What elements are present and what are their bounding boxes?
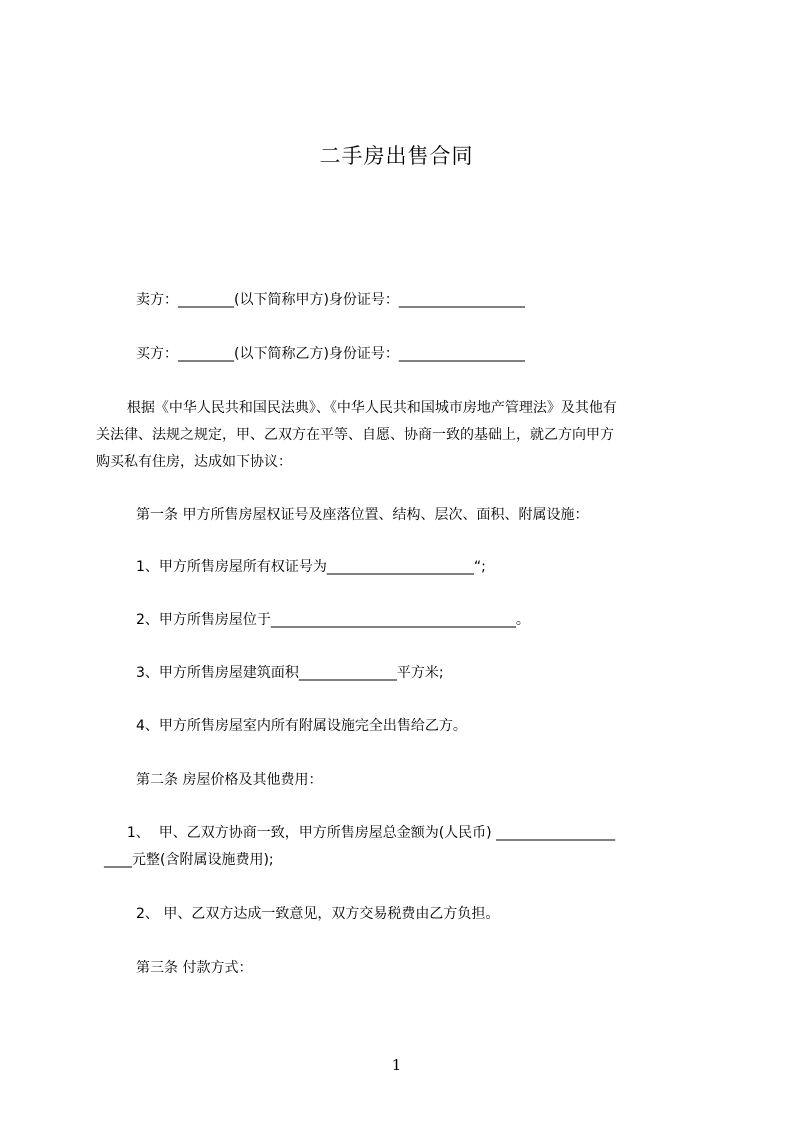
article2-item1-line: 1、 甲、乙双方协商一致，甲方所售房屋总金额为(人民币) _________________ <box>118 825 616 841</box>
article1-item-1: 1、甲方所售房屋所有权证号为_____________________“; <box>136 559 486 575</box>
document-title: 二手房出售合同 <box>319 144 474 168</box>
page-number: 1 <box>391 1056 402 1074</box>
article2-item-2: 2、 甲、乙双方达成一致意见，双方交易税费由乙方负担。 <box>136 906 500 922</box>
preamble-line: 根据《中华人民共和国民法典》、《中华人民共和国城市房地产管理法》及其他有 <box>118 400 617 416</box>
preamble-line: 关法律、法规之规定，甲、乙双方在平等、自愿、协商一致的基础上，就乙方向甲方 <box>96 427 614 443</box>
article1-item-2: 2、甲方所售房屋位于___________________________________。 <box>136 612 530 628</box>
buyer-line: 买方：________(以下简称乙方)身份证号：__________________ <box>136 346 525 362</box>
seller-line: 卖方：________(以下简称甲方)身份证号：__________________ <box>136 292 525 308</box>
article1-item-3: 3、甲方所售房屋建筑面积______________平方米; <box>136 665 444 681</box>
article2-item1-line: ____元整(含附属设施费用); <box>104 852 274 868</box>
article2-heading: 第二条 房屋价格及其他费用： <box>136 772 323 788</box>
article3-heading: 第三条 付款方式： <box>136 960 253 976</box>
article1-heading: 第一条 甲方所售房屋权证号及座落位置、结构、层次、面积、附属设施： <box>136 507 589 523</box>
preamble-paragraph <box>96 395 738 476</box>
article2-item1-paragraph <box>104 820 738 874</box>
article1-item-4: 4、甲方所售房屋室内所有附属设施完全出售给乙方。 <box>136 718 467 734</box>
preamble-line: 购买私有住房，达成如下协议： <box>96 454 292 470</box>
